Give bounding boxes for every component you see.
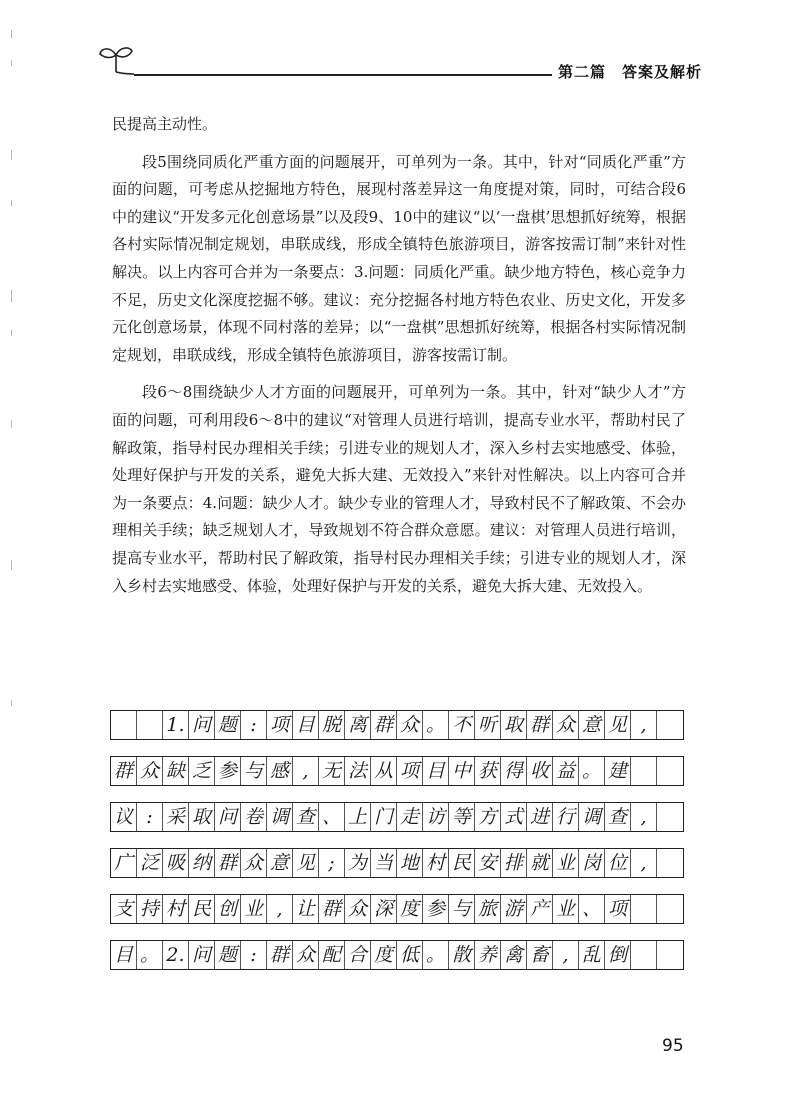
grid-cell: 题 bbox=[215, 941, 241, 969]
grid-cell: 养 bbox=[475, 941, 501, 969]
grid-cell: 村 bbox=[423, 849, 449, 877]
grid-cell: 泛 bbox=[137, 849, 163, 877]
grid-cell: , bbox=[553, 941, 579, 969]
grid-cell: 目 bbox=[293, 711, 319, 739]
grid-row bbox=[110, 940, 684, 970]
answer-grid bbox=[110, 710, 684, 986]
grid-cell: 听 bbox=[475, 711, 501, 739]
grid-cell: , bbox=[293, 757, 319, 785]
paragraph: 段5围绕同质化严重方面的问题展开，可单列为一条。其中，针对“同质化严重”方面的问题，可考虑从挖掘地方特色，展现村落差异这一角度提对策，同时，可结合段6中的建议“开发多元化创意场景”以及段9、10中的建议“以‘一盘棋’思想抓好统筹，根据各村实际情况制定规划，串联成线，形成全镇特色旅游项目，游客按需订制”来针对性解决。以上内容可合并为一条要点：3.问题：同质化严重。缺少地方特色，核心竞争力不足，历史文化深度挖掘不够。建议：充分挖掘各村地方特色农业、历史文化，开发多元化创意场景，体现不同村落的差异；以“一盘棋”思想抓好统筹，根据各村实际情况制定规划，串联成线，形成全镇特色旅游项目，游客按需订制。 bbox=[112, 152, 686, 364]
grid-cell: 。 bbox=[579, 757, 605, 785]
grid-cell: 持 bbox=[137, 895, 163, 923]
grid-row bbox=[110, 894, 684, 924]
grid-cell: 业 bbox=[553, 849, 579, 877]
grid-cell: 就 bbox=[527, 849, 553, 877]
grid-cell: , bbox=[631, 803, 657, 831]
grid-cell: 群 bbox=[371, 711, 397, 739]
grid-cell: ; bbox=[319, 849, 345, 877]
grid-cell: 离 bbox=[345, 711, 371, 739]
grid-cell: 让 bbox=[293, 895, 319, 923]
paragraph: 段6～8围绕缺少人才方面的问题展开，可单列为一条。其中，针对“缺少人才”方面的问题，可利用段6～8中的建议“对管理人员进行培训，提高专业水平，帮助村民了解政策，指导村民办理相关手续；引进专业的规划人才，深入乡村去实地感受、体验，处理好保护与开发的关系，避免大拆大建、无效投入”来针对性解决。以上内容可合并为一条要点：4.问题：缺少人才。缺少专业的管理人才，导致村民不了解政策、不会办理相关手续；缺乏规划人才，导致规划不符合群众意愿。建议：对管理人员进行培训，提高专业水平，帮助村民了解政策，指导村民办理相关手续；引进专业的规划人才，深入乡村去实地感受、体验，处理好保护与开发的关系，避免大拆大建、无效投入。 bbox=[112, 383, 686, 595]
grid-cell: 众 bbox=[241, 849, 267, 877]
grid-cell bbox=[657, 895, 683, 923]
grid-cell: 度 bbox=[397, 895, 423, 923]
grid-cell: 卷 bbox=[241, 803, 267, 831]
grid-cell: 产 bbox=[527, 895, 553, 923]
grid-cell: 乱 bbox=[579, 941, 605, 969]
grid-cell: 位 bbox=[605, 849, 631, 877]
grid-cell bbox=[657, 941, 683, 969]
grid-cell: 。 bbox=[423, 941, 449, 969]
grid-row bbox=[110, 710, 684, 740]
grid-cell: 法 bbox=[345, 757, 371, 785]
grid-cell: 度 bbox=[371, 941, 397, 969]
grid-cell: 见 bbox=[293, 849, 319, 877]
grid-cell: 游 bbox=[501, 895, 527, 923]
grid-cell: 等 bbox=[449, 803, 475, 831]
grid-cell: 上 bbox=[345, 803, 371, 831]
grid-cell: 为 bbox=[345, 849, 371, 877]
grid-cell: 倒 bbox=[605, 941, 631, 969]
grid-cell: 合 bbox=[345, 941, 371, 969]
grid-cell bbox=[657, 803, 683, 831]
grid-cell: 旅 bbox=[475, 895, 501, 923]
grid-cell: 项 bbox=[397, 757, 423, 785]
grid-row bbox=[110, 756, 684, 786]
paragraph: 民提高主动性。 bbox=[112, 115, 218, 133]
grid-cell: 1. bbox=[163, 711, 189, 739]
grid-cell bbox=[657, 711, 683, 739]
grid-cell: 群 bbox=[215, 849, 241, 877]
grid-cell: 低 bbox=[397, 941, 423, 969]
grid-cell: 采 bbox=[163, 803, 189, 831]
grid-cell: : bbox=[137, 803, 163, 831]
grid-cell: 岗 bbox=[579, 849, 605, 877]
grid-cell: 建 bbox=[605, 757, 631, 785]
grid-cell: 众 bbox=[553, 711, 579, 739]
grid-cell: 方 bbox=[475, 803, 501, 831]
grid-cell: 、 bbox=[579, 895, 605, 923]
grid-cell: 问 bbox=[189, 711, 215, 739]
grid-cell: 意 bbox=[579, 711, 605, 739]
grid-cell: 取 bbox=[501, 711, 527, 739]
grid-cell: : bbox=[241, 941, 267, 969]
header-rule bbox=[134, 74, 574, 76]
grid-cell: 项 bbox=[605, 895, 631, 923]
grid-cell: 支 bbox=[111, 895, 137, 923]
grid-cell: 村 bbox=[163, 895, 189, 923]
grid-cell: 安 bbox=[475, 849, 501, 877]
grid-cell: 吸 bbox=[163, 849, 189, 877]
grid-cell: 无 bbox=[319, 757, 345, 785]
grid-cell: 问 bbox=[189, 941, 215, 969]
grid-cell: 业 bbox=[553, 895, 579, 923]
grid-cell: 感 bbox=[267, 757, 293, 785]
grid-cell: 散 bbox=[449, 941, 475, 969]
grid-row bbox=[110, 848, 684, 878]
grid-cell: 参 bbox=[215, 757, 241, 785]
grid-cell: 见 bbox=[605, 711, 631, 739]
grid-cell: 民 bbox=[189, 895, 215, 923]
grid-cell: 行 bbox=[553, 803, 579, 831]
grid-cell: 查 bbox=[605, 803, 631, 831]
page-number: 95 bbox=[662, 1036, 684, 1056]
grid-cell: 访 bbox=[423, 803, 449, 831]
grid-cell: 、 bbox=[319, 803, 345, 831]
grid-cell: 。 bbox=[423, 711, 449, 739]
grid-cell: 意 bbox=[267, 849, 293, 877]
grid-cell: 中 bbox=[449, 757, 475, 785]
grid-cell: 门 bbox=[371, 803, 397, 831]
margin-dots bbox=[10, 0, 14, 1115]
grid-cell: 当 bbox=[371, 849, 397, 877]
grid-cell bbox=[657, 849, 683, 877]
grid-cell: 目 bbox=[111, 941, 137, 969]
grid-cell: 缺 bbox=[163, 757, 189, 785]
grid-cell: 群 bbox=[111, 757, 137, 785]
grid-cell: 益 bbox=[553, 757, 579, 785]
grid-row bbox=[110, 802, 684, 832]
header-title: 第二篇 答案及解析 bbox=[552, 61, 718, 82]
grid-cell: 式 bbox=[501, 803, 527, 831]
grid-cell: 走 bbox=[397, 803, 423, 831]
body-text bbox=[112, 111, 686, 600]
grid-cell: : bbox=[241, 711, 267, 739]
grid-cell: 纳 bbox=[189, 849, 215, 877]
grid-cell: 调 bbox=[267, 803, 293, 831]
grid-cell: 畜 bbox=[527, 941, 553, 969]
grid-cell: 创 bbox=[215, 895, 241, 923]
grid-cell: , bbox=[631, 711, 657, 739]
grid-cell: 众 bbox=[345, 895, 371, 923]
grid-cell: 脱 bbox=[319, 711, 345, 739]
grid-cell: 排 bbox=[501, 849, 527, 877]
grid-cell bbox=[111, 711, 137, 739]
grid-cell: 众 bbox=[293, 941, 319, 969]
sprout-leaf-icon bbox=[98, 42, 134, 76]
grid-cell: 不 bbox=[449, 711, 475, 739]
grid-cell: 获 bbox=[475, 757, 501, 785]
grid-cell: 收 bbox=[527, 757, 553, 785]
grid-cell: 项 bbox=[267, 711, 293, 739]
grid-cell bbox=[137, 711, 163, 739]
grid-cell: 参 bbox=[423, 895, 449, 923]
grid-cell: , bbox=[631, 849, 657, 877]
grid-cell: 业 bbox=[241, 895, 267, 923]
grid-cell: 目 bbox=[423, 757, 449, 785]
grid-cell: 与 bbox=[241, 757, 267, 785]
grid-cell: 配 bbox=[319, 941, 345, 969]
grid-cell bbox=[657, 757, 683, 785]
grid-cell: 查 bbox=[293, 803, 319, 831]
grid-cell: 从 bbox=[371, 757, 397, 785]
grid-cell: 取 bbox=[189, 803, 215, 831]
grid-cell: 问 bbox=[215, 803, 241, 831]
grid-cell bbox=[631, 895, 657, 923]
grid-cell: 乏 bbox=[189, 757, 215, 785]
grid-cell: 民 bbox=[449, 849, 475, 877]
grid-cell: 进 bbox=[527, 803, 553, 831]
grid-cell: 地 bbox=[397, 849, 423, 877]
grid-cell: 深 bbox=[371, 895, 397, 923]
grid-cell: 与 bbox=[449, 895, 475, 923]
grid-cell: 得 bbox=[501, 757, 527, 785]
grid-cell: 广 bbox=[111, 849, 137, 877]
grid-cell: 。 bbox=[137, 941, 163, 969]
grid-cell bbox=[631, 757, 657, 785]
grid-cell: 题 bbox=[215, 711, 241, 739]
grid-cell bbox=[631, 941, 657, 969]
grid-cell: 众 bbox=[397, 711, 423, 739]
grid-cell: 禽 bbox=[501, 941, 527, 969]
grid-cell: 2. bbox=[163, 941, 189, 969]
grid-cell: 调 bbox=[579, 803, 605, 831]
grid-cell: 众 bbox=[137, 757, 163, 785]
grid-cell: 群 bbox=[319, 895, 345, 923]
grid-cell: 议 bbox=[111, 803, 137, 831]
grid-cell: , bbox=[267, 895, 293, 923]
grid-cell: 群 bbox=[267, 941, 293, 969]
grid-cell: 群 bbox=[527, 711, 553, 739]
